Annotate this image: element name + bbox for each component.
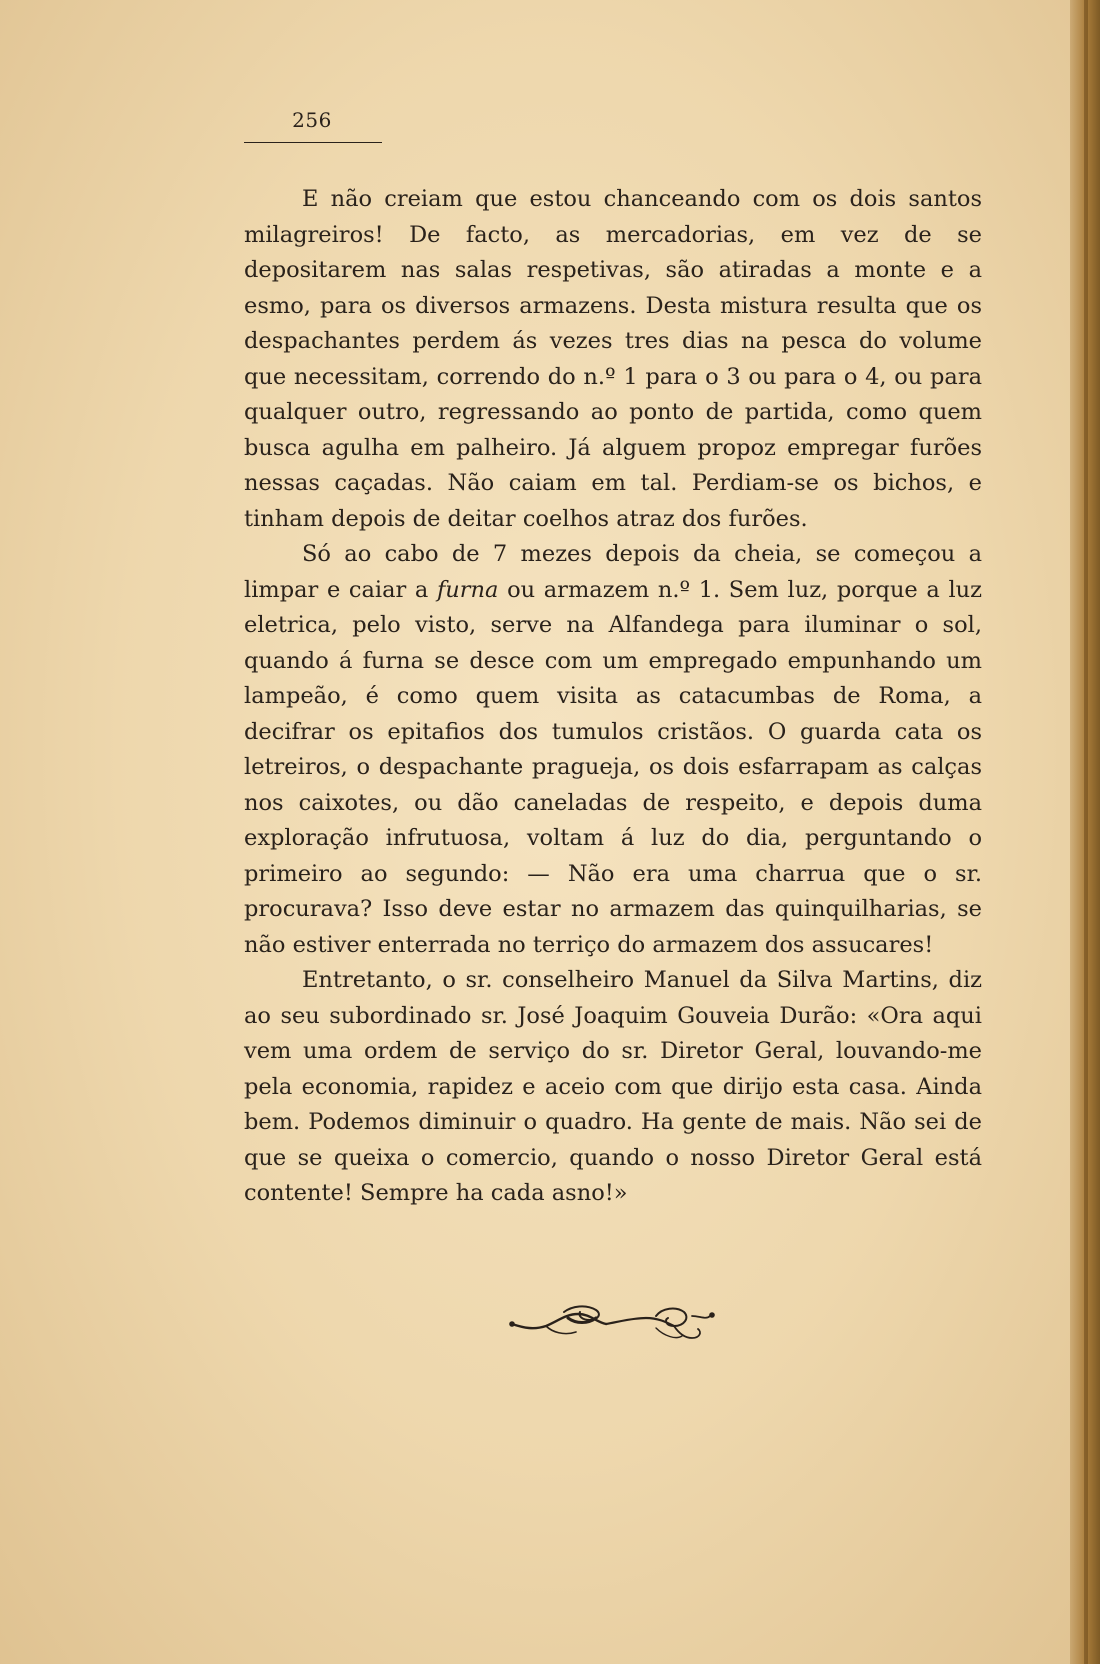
paragraph-2-text-before: Só ao cabo de 7 mezes depois da cheia, se começou a limpar e caiar a — [244, 541, 982, 603]
page-number: 256 — [292, 108, 332, 132]
paragraph-1: E não creiam que estou chanceando com os dois santos milagreiros! De facto, as mercadorias, em vez de se depositarem nas salas respetivas, são atiradas a monte e a esmo, para os diversos armazens. Desta mistura resulta que os despachantes perdem ás vezes tres dias na pesca do volume que necessitam, correndo do n.º 1 para o 3 ou para o 4, ou para qualquer outro, regressando ao ponto de partida, como quem busca agulha em palheiro. Já alguem propoz empregar furões nessas caçadas. Não caiam em tal. Perdiam-se os bichos, e tinham depois de deitar coelhos atraz dos furões. — [244, 186, 982, 532]
body-text — [244, 182, 982, 1212]
header-rule — [244, 142, 382, 143]
paragraph-2-emphasis: furna — [436, 576, 499, 603]
paragraph-3: Entretanto, o sr. conselheiro Manuel da Silva Martins, diz ao seu subordinado sr. José Joaquim Gouveia Durão: «Ora aqui vem uma ordem de serviço do sr. Diretor Geral, louvando-me pela economia, rapidez e aceio com que dirijo esta casa. Ainda bem. Podemos diminuir o quadro. Ha gente de mais. Não sei de que se queixa o comercio, quando o nosso Diretor Geral está contente! Sempre ha cada asno!» — [244, 967, 982, 1206]
floral-tailpiece-icon — [506, 1302, 726, 1346]
page-binding-edge — [1070, 0, 1100, 1664]
paragraph-2-text-after: ou armazem n.º 1. Sem luz, porque a luz eletrica, pelo visto, serve na Alfandega para iluminar o sol, quando á furna se desce com um empregado empunhando um lampeão, é como quem visita as catacumbas de Roma, a decifrar os epitafios dos tumulos cristãos. O guarda cata os letreiros, o despachante pragueja, os dois esfarrapam as calças nos caixotes, ou dão caneladas de respeito, e depois duma exploração infrutuosa, voltam á luz do dia, perguntando o primeiro ao segundo: — Não era uma charrua que o sr. procurava? Isso deve estar no armazem das quinquilharias, se não estiver enterrada no terriço do armazem dos assucares! — [244, 576, 982, 958]
paragraph-2 — [244, 537, 982, 963]
